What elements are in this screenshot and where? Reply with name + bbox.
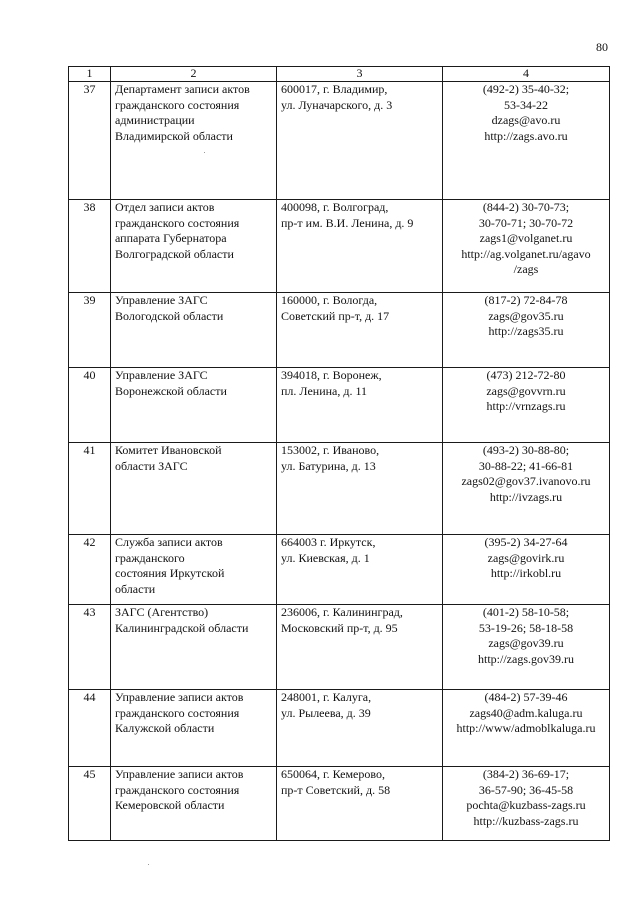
postal-address — [277, 293, 443, 368]
organization-name-line: аппарата Губернатора — [115, 231, 227, 245]
postal-address — [277, 443, 443, 535]
page-number: 80 — [596, 40, 608, 54]
contact-info-line: 53-34-22 — [504, 97, 548, 112]
postal-address — [277, 82, 443, 200]
postal-address-line: 664003 г. Иркутск, — [281, 535, 376, 549]
postal-address-line: ул. Луначарского, д. 3 — [281, 97, 393, 112]
organization-name — [111, 443, 277, 535]
contact-info-line: (401-2) 58-10-58; — [482, 605, 570, 619]
postal-address — [277, 605, 443, 690]
contact-info-line: (493-2) 30-88-80; — [482, 443, 570, 457]
table-row — [69, 605, 610, 690]
contact-info-line: zags@gov39.ru — [488, 636, 564, 650]
postal-address-line: пр-т им. В.И. Ленина, д. 9 — [281, 215, 414, 230]
organization-name — [111, 767, 277, 841]
row-number: 45 — [69, 767, 111, 841]
postal-address-line: 400098, г. Волгоград, — [281, 200, 389, 214]
column-number-1: 1 — [69, 67, 111, 82]
organization-name-line: гражданского состояния — [115, 97, 240, 112]
contact-info-line: 30-70-71; 30-70-72 — [478, 215, 574, 230]
row-number: 39 — [69, 293, 111, 368]
contact-info-line: zags@gov35.ru — [488, 308, 564, 323]
contact-info-line: (492-2) 35-40-32; — [482, 82, 570, 96]
contact-info-line: http://ivzags.ru — [489, 489, 563, 504]
organization-name-line: Воронежской области — [115, 383, 227, 398]
contact-info — [443, 200, 610, 293]
column-number-2: 2 — [111, 67, 277, 82]
row-number: 37 — [69, 82, 111, 200]
organization-name-line: гражданского состояния — [115, 215, 240, 230]
scan-speck — [204, 152, 205, 153]
organization-name-line: гражданского состояния — [115, 705, 240, 720]
contact-info-line: (817-2) 72-84-78 — [484, 293, 568, 307]
postal-address-line: ул. Батурина, д. 13 — [281, 458, 376, 473]
column-number-row — [69, 67, 610, 82]
table-row — [69, 443, 610, 535]
postal-address-line: 600017, г. Владимир, — [281, 82, 388, 96]
organization-name-line: Владимирской области — [115, 128, 233, 143]
row-number: 38 — [69, 200, 111, 293]
contact-info-line: http://zags35.ru — [488, 324, 564, 338]
organization-name-line: Кемеровской области — [115, 798, 225, 812]
organization-name-line: Калужской области — [115, 721, 215, 735]
scan-speck — [148, 864, 149, 865]
postal-address-line: ул. Киевская, д. 1 — [281, 550, 370, 565]
table-row — [69, 200, 610, 293]
contact-info-line: http://zags.gov39.ru — [478, 651, 574, 666]
contact-info-line: (384-2) 36-69-17; — [482, 767, 570, 781]
table-body — [69, 82, 610, 841]
postal-address-line: ул. Рылеева, д. 39 — [281, 705, 371, 720]
contact-info — [443, 767, 610, 841]
table-row — [69, 368, 610, 443]
postal-address — [277, 200, 443, 293]
contact-info — [443, 82, 610, 200]
postal-address-line: 160000, г. Вологда, — [281, 293, 378, 307]
organization-name-line: гражданского состояния — [115, 782, 240, 797]
table-row — [69, 767, 610, 841]
contact-info-line: 30-88-22; 41-66-81 — [478, 458, 574, 473]
organization-name — [111, 690, 277, 767]
organization-name-line: Служба записи актов — [115, 535, 223, 549]
contact-info-line: zags02@gov37.ivanovo.ru — [461, 474, 591, 488]
contact-info-line: (473) 212-72-80 — [486, 368, 566, 382]
organization-name-line: состояния Иркутской — [115, 566, 225, 580]
contact-info-line: 36-57-90; 36-45-58 — [478, 782, 574, 797]
postal-address — [277, 767, 443, 841]
organization-name-line: гражданского — [115, 550, 185, 565]
postal-address-line: 153002, г. Иваново, — [281, 443, 380, 457]
contact-info-line: pochta@kuzbass-zags.ru — [466, 798, 586, 812]
postal-address — [277, 690, 443, 767]
contact-info-line: http://vrnzags.ru — [486, 399, 566, 413]
organization-name-line: Волгоградской области — [115, 246, 234, 261]
organization-name-line: области — [115, 581, 156, 596]
contact-info — [443, 690, 610, 767]
contact-info — [443, 368, 610, 443]
contact-info-line: http://www/admoblkaluga.ru — [456, 721, 596, 735]
contact-info-line: /zags — [513, 262, 539, 276]
postal-address-line: Советский пр-т, д. 17 — [281, 308, 390, 323]
organization-name-line: Вологодской области — [115, 308, 224, 323]
contact-info-line: zags@govirk.ru — [487, 550, 565, 565]
contact-info-line: zags40@adm.kaluga.ru — [469, 705, 583, 720]
organization-name-line: Департамент записи актов — [115, 82, 250, 96]
row-number: 40 — [69, 368, 111, 443]
table-row — [69, 293, 610, 368]
row-number: 41 — [69, 443, 111, 535]
table-row — [69, 535, 610, 605]
organization-name-line: Калининградской области — [115, 620, 249, 635]
row-number: 42 — [69, 535, 111, 605]
contact-info-line: zags1@volganet.ru — [479, 231, 573, 245]
postal-address-line: пл. Ленина, д. 11 — [281, 383, 368, 398]
contact-info — [443, 535, 610, 605]
postal-address-line: 394018, г. Воронеж, — [281, 368, 382, 382]
organization-name-line: Управление записи актов — [115, 690, 244, 704]
postal-address — [277, 368, 443, 443]
organization-name-line: администрации — [115, 113, 195, 127]
contact-info-line: dzags@avo.ru — [491, 113, 561, 127]
registry-table — [68, 66, 610, 841]
organization-name-line: ЗАГС (Агентство) — [115, 605, 209, 619]
postal-address-line: пр-т Советский, д. 58 — [281, 782, 391, 797]
organization-name-line: Комитет Ивановской — [115, 443, 222, 457]
organization-name — [111, 200, 277, 293]
organization-name — [111, 368, 277, 443]
postal-address-line: 236006, г. Калининград, — [281, 605, 403, 619]
column-number-3: 3 — [277, 67, 443, 82]
contact-info — [443, 605, 610, 690]
contact-info-line: http://ag.volganet.ru/agavo — [461, 246, 591, 261]
organization-name-line: Управление ЗАГС — [115, 368, 208, 382]
row-number: 43 — [69, 605, 111, 690]
contact-info-line: http://zags.avo.ru — [484, 128, 568, 143]
row-number: 44 — [69, 690, 111, 767]
postal-address-line: 248001, г. Калуга, — [281, 690, 372, 704]
organization-name — [111, 82, 277, 200]
contact-info — [443, 293, 610, 368]
contact-info-line: http://kuzbass-zags.ru — [473, 813, 579, 828]
contact-info-line: 53-19-26; 58-18-58 — [478, 620, 574, 635]
contact-info — [443, 443, 610, 535]
organization-name-line: Отдел записи актов — [115, 200, 215, 214]
table-row — [69, 82, 610, 200]
organization-name-line: области ЗАГС — [115, 458, 188, 473]
organization-name — [111, 605, 277, 690]
contact-info-line: (395-2) 34-27-64 — [484, 535, 568, 549]
organization-name — [111, 293, 277, 368]
postal-address-line: 650064, г. Кемерово, — [281, 767, 385, 781]
contact-info-line: zags@govvrn.ru — [486, 383, 566, 398]
contact-info-line: (844-2) 30-70-73; — [482, 200, 570, 214]
organization-name-line: Управление ЗАГС — [115, 293, 208, 307]
column-number-4: 4 — [443, 67, 610, 82]
postal-address — [277, 535, 443, 605]
table-row — [69, 690, 610, 767]
organization-name — [111, 535, 277, 605]
contact-info-line: (484-2) 57-39-46 — [484, 690, 568, 704]
organization-name-line: Управление записи актов — [115, 767, 244, 781]
postal-address-line: Московский пр-т, д. 95 — [281, 620, 398, 635]
contact-info-line: http://irkobl.ru — [490, 566, 562, 580]
